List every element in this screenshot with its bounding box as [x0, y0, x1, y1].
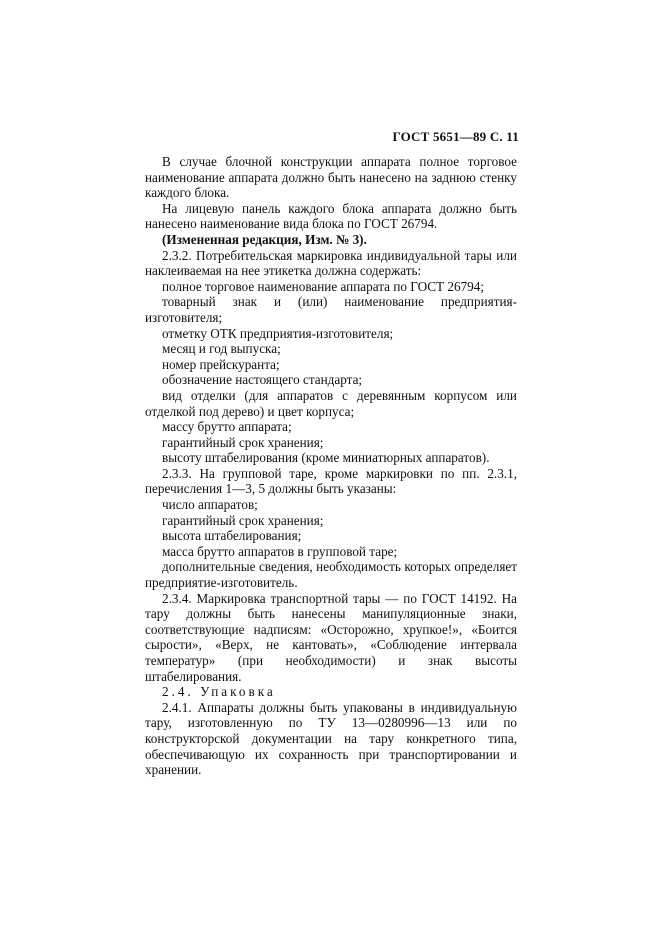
page-header: ГОСТ 5651—89 С. 11 [392, 129, 519, 144]
paragraph: масса брутто аппаратов в групповой таре; [162, 543, 398, 559]
paragraph: обозначение настоящего стандарта; [162, 372, 363, 388]
paragraph: (Измененная редакция, Изм. № 3). [162, 231, 367, 247]
document-body [145, 154, 517, 778]
paragraph: В случае блочной конструкции аппарата полное торговое наименование аппарата должно быть нанесено на заднюю стенку каждого блока. [145, 154, 517, 201]
paragraph: отметку ОТК предприятия-изготовителя; [162, 325, 394, 341]
paragraph: На лицевую панель каждого блока аппарата должно быть нанесено наименование вида блока по ГОСТ 26794. [145, 200, 517, 232]
paragraph: полное торговое наименование аппарата по ГОСТ 26794; [162, 278, 485, 294]
paragraph: 2.3.2. Потребительская маркировка индивидуальной тары или наклеиваемая на нее этикетка должна содержать: [145, 247, 517, 279]
paragraph: гарантийный срок хранения; [162, 512, 324, 528]
paragraph: 2.3.3. На групповой таре, кроме маркировки по пп. 2.3.1, перечисления 1—3, 5 должны быть указаны: [145, 465, 517, 497]
paragraph: число аппаратов; [162, 497, 258, 513]
paragraph: 2.3.4. Маркировка транспортной тары — по ГОСТ 14192. На тару должны быть нанесены манипуляционные знаки, соответствующие надписям: «Осторожно, хрупкое!», «Боится сырости», «Верх, не кантовать», «Соблюдение интервала температур» (при необходимости) и знак высоты штабелирования. [145, 590, 517, 684]
paragraph: высоту штабелирования (кроме миниатюрных аппаратов). [162, 450, 490, 466]
paragraph: номер прейскуранта; [162, 356, 280, 372]
paragraph: месяц и год выпуска; [162, 341, 281, 357]
paragraph: вид отделки (для аппаратов с деревянным корпусом или отделкой под дерево) и цвет корпуса; [145, 387, 517, 419]
paragraph: гарантийный срок хранения; [162, 434, 324, 450]
paragraph: дополнительные сведения, необходимость которых определяет предприятие-изготовитель. [145, 559, 517, 591]
paragraph: товарный знак и (или) наименование предприятия-изготовителя; [145, 294, 517, 325]
paragraph: высота штабелирования; [162, 528, 302, 544]
paragraph: 2.4.1. Аппараты должны быть упакованы в индивидуальную тару, изготовленную по ТУ 13—0280996—13 или по конструкторской документации на тару конкретного типа, обеспечивающую их сохранность при транспортировании и хранении. [145, 699, 517, 778]
paragraph: 2.4. Упаковка [162, 684, 276, 700]
paragraph: массу брутто аппарата; [162, 419, 292, 435]
